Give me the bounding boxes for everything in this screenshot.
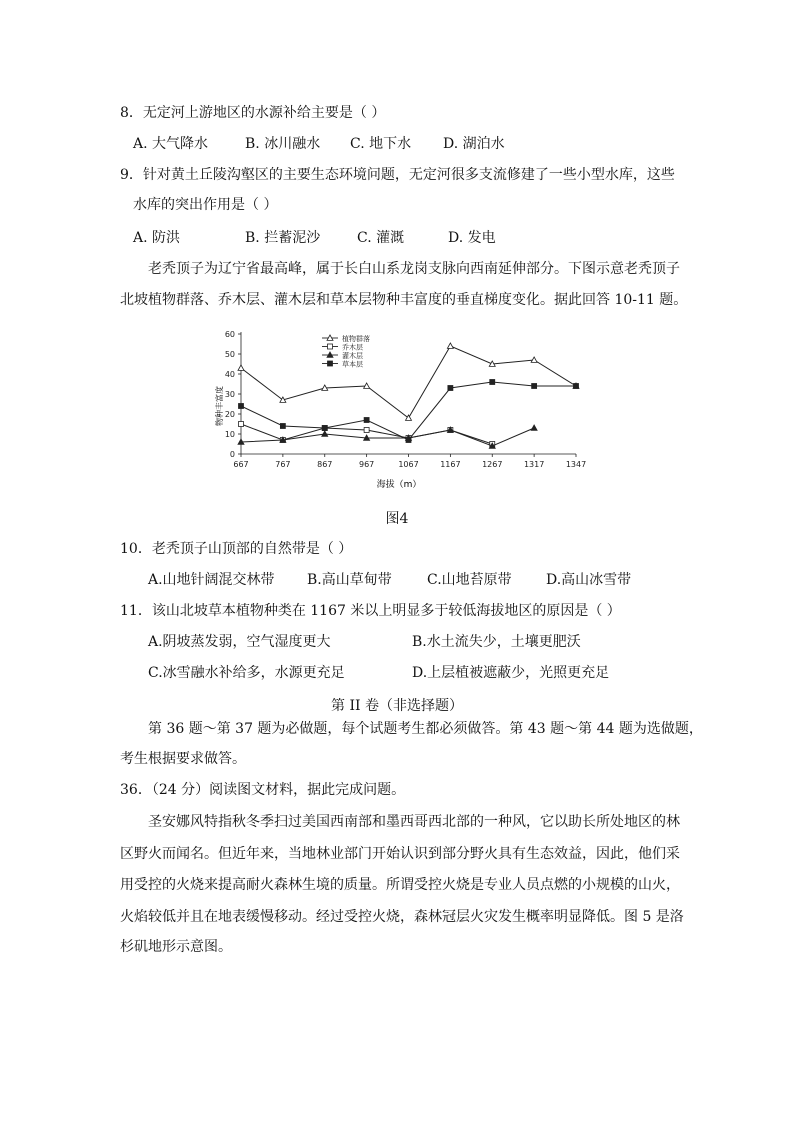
data-point (239, 422, 244, 427)
q9-stem-line2: 水库的突出作用是（ ） (133, 197, 278, 213)
q9-option-d: D. 发电 (448, 230, 496, 246)
data-point (280, 424, 285, 429)
legend-label: 灌木层 (342, 352, 363, 360)
y-tick-label: 60 (224, 330, 235, 339)
x-tick-label: 1317 (523, 460, 545, 469)
chart-axes (225, 330, 586, 469)
series-open-triangle (238, 343, 579, 420)
q9-option-a: A. 防洪 (133, 230, 181, 246)
legend-label: 草本层 (342, 360, 363, 369)
q36-para-line3: 用受控的火烧来提高耐火森林生境的质量。所谓受控火烧是专业人员点燃的小规模的山火， (120, 877, 680, 893)
data-point (406, 438, 411, 443)
x-tick-label: 767 (275, 460, 291, 469)
series-line (241, 424, 492, 444)
series-filled-square (239, 380, 579, 443)
y-tick-label: 10 (224, 430, 235, 439)
q11-option-d: D.上层植被遮蔽少，光照更充足 (412, 665, 610, 681)
q8-option-a: A. 大气降水 (133, 136, 209, 152)
y-tick-label: 20 (224, 410, 235, 419)
data-point (238, 365, 244, 370)
q11-option-b: B.水土流失少，土壤更肥沃 (412, 634, 581, 650)
series-open-square (239, 422, 495, 447)
data-point (574, 384, 579, 389)
q36-para-line1: 圣安娜风特指秋冬季扫过美国西南部和墨西哥西北部的一种风，它以助长所处地区的林 (148, 814, 680, 830)
y-tick-label: 50 (224, 350, 235, 359)
q10-stem: 10．老秃顶子山顶部的自然带是（ ） (120, 541, 353, 557)
intro-10-11-line1: 老秃顶子为辽宁省最高峰，属于长白山系龙岗支脉向西南延伸部分。下图示意老秃顶子 (148, 261, 680, 277)
q9-stem-line1: 9．针对黄土丘陵沟壑区的主要生态环境问题，无定河很多支流修建了一些小型水库，这些 (120, 167, 675, 183)
x-tick-label: 1267 (482, 460, 503, 469)
q9-option-b: B. 拦蓄泥沙 (245, 230, 321, 246)
q9-option-c: C. 灌溉 (357, 230, 405, 246)
x-tick-label: 1347 (565, 460, 587, 469)
q36-para-line4: 火焰较低并且在地表缓慢移动。经过受控火烧，森林冠层火灾发生概率明显降低。图 5 是洛 (120, 909, 684, 925)
data-point (490, 380, 495, 385)
q36-para-line2: 区野火而闻名。但近年来，当地林业部门开始认识到部分野火具有生态效益，因此，他们采 (120, 846, 680, 862)
q8-option-b: B. 冰川融水 (245, 136, 321, 152)
section2-note-line2: 考生根据要求做答。 (120, 751, 246, 767)
data-point (532, 384, 537, 389)
data-point (364, 418, 369, 423)
q36-stem: 36．（24 分）阅读图文材料，据此完成问题。 (120, 782, 406, 798)
q10-option-d: D.高山冰雪带 (546, 572, 632, 588)
data-point (322, 426, 327, 431)
q8-option-d: D. 湖泊水 (443, 136, 505, 152)
q10-option-c: C.山地苔原带 (427, 572, 512, 588)
q8-stem: 8．无定河上游地区的水源补给主要是（ ） (120, 105, 386, 121)
chart-legend (322, 334, 370, 369)
chart-series (238, 343, 579, 448)
data-point (328, 344, 333, 349)
x-axis-label: 海拔（m） (376, 480, 422, 490)
x-tick-label: 1067 (398, 460, 419, 469)
q10-option-a: A.山地针阔混交林带 (148, 572, 275, 588)
data-point (447, 343, 453, 348)
series-line (241, 346, 576, 418)
species-richness-chart (214, 326, 594, 496)
q8-option-c: C. 地下水 (350, 136, 412, 152)
figure-caption: 图4 (385, 511, 409, 527)
y-axis-label: 物种丰富度 (215, 386, 224, 426)
data-point (448, 386, 453, 391)
legend-label: 乔木层 (342, 343, 363, 352)
section2-title: 第 II 卷（非选择题） (331, 698, 463, 714)
data-point (364, 428, 369, 433)
q11-option-c: C.冰雪融水补给多，水源更充足 (148, 665, 345, 681)
q36-para-line5: 杉矶地形示意图。 (120, 939, 232, 955)
y-tick-label: 30 (224, 390, 235, 399)
q11-stem: 11．该山北坡草本植物种类在 1167 米以上明显多于较低海拔地区的原因是（ ） (120, 603, 621, 619)
x-tick-label: 867 (317, 460, 333, 469)
intro-10-11-line2: 北坡植物群落、乔木层、灌木层和草本层物种丰富度的垂直梯度变化。据此回答 10-11 题。 (120, 292, 688, 308)
legend-label: 植物群落 (342, 335, 370, 343)
x-tick-label: 967 (358, 460, 375, 469)
section2-note-line1: 第 36 题～第 37 题为必做题，每个试题考生都必须做答。第 43 题～第 44 题为选做题， (148, 721, 703, 737)
data-point (328, 361, 333, 366)
data-point (531, 425, 537, 430)
y-tick-label: 40 (224, 370, 235, 379)
data-point (239, 404, 244, 409)
q10-option-b: B.高山草甸带 (307, 572, 392, 588)
y-tick-label: 0 (229, 450, 235, 459)
x-tick-label: 1167 (440, 460, 461, 469)
q11-option-a: A.阴坡蒸发弱，空气湿度更大 (148, 634, 331, 650)
x-tick-label: 667 (233, 460, 249, 469)
